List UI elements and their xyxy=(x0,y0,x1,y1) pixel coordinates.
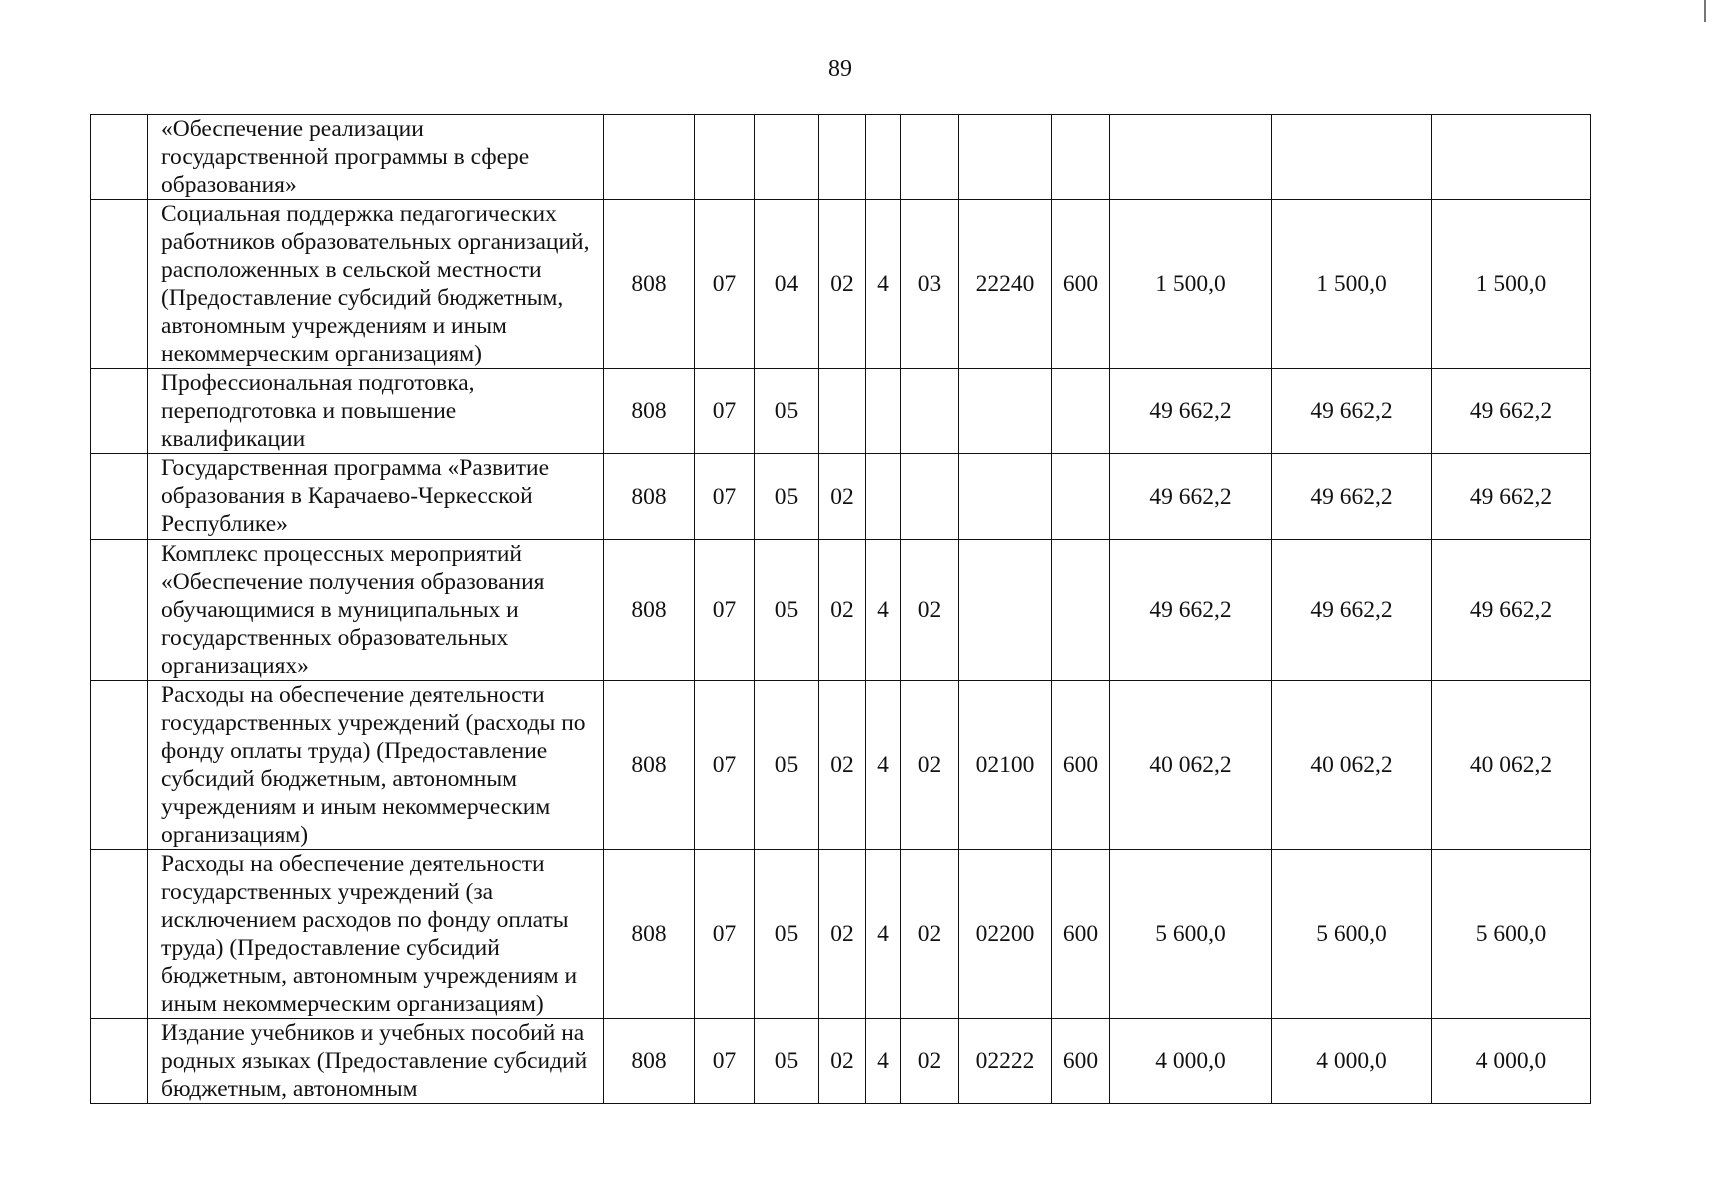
table-row xyxy=(91,115,1591,200)
type-code-cell: 4 xyxy=(866,681,901,850)
amount-year3-cell: 49 662,2 xyxy=(1432,540,1591,681)
expense-type-cell: 600 xyxy=(1052,1019,1110,1104)
amount-year2-cell: 49 662,2 xyxy=(1272,369,1432,454)
admin-code-cell: 808 xyxy=(604,850,695,1019)
section-code-cell: 07 xyxy=(695,540,755,681)
program-code-cell xyxy=(819,115,866,200)
amount-year3-cell: 49 662,2 xyxy=(1432,454,1591,540)
amount-year1-cell: 4 000,0 xyxy=(1110,1019,1272,1104)
amount-year1-cell: 5 600,0 xyxy=(1110,850,1272,1019)
structure-code-cell: 02 xyxy=(901,850,959,1019)
row-number-cell xyxy=(91,115,148,200)
amount-year3-cell: 49 662,2 xyxy=(1432,369,1591,454)
type-code-cell: 4 xyxy=(866,200,901,369)
amount-year3-cell: 4 000,0 xyxy=(1432,1019,1591,1104)
amount-year3-cell: 5 600,0 xyxy=(1432,850,1591,1019)
table-row xyxy=(91,369,1591,454)
amount-year3-cell xyxy=(1432,115,1591,200)
amount-year3-cell: 40 062,2 xyxy=(1432,681,1591,850)
page-number: 89 xyxy=(828,56,852,82)
expense-name-cell: Издание учебников и учебных пособий на родных языках (Предоставление субсидий бюджетным, автономным xyxy=(148,1019,604,1104)
expense-type-cell: 600 xyxy=(1052,681,1110,850)
structure-code-cell: 02 xyxy=(901,681,959,850)
admin-code-cell: 808 xyxy=(604,681,695,850)
type-code-cell: 4 xyxy=(866,850,901,1019)
table-body xyxy=(91,115,1591,1104)
program-code-cell: 02 xyxy=(819,200,866,369)
subsection-code-cell: 05 xyxy=(755,369,819,454)
expense-type-cell xyxy=(1052,369,1110,454)
program-code-cell: 02 xyxy=(819,850,866,1019)
expense-name-cell: Государственная программа «Развитие образования в Карачаево-Черкесской Республике» xyxy=(148,454,604,540)
table-row xyxy=(91,540,1591,681)
subsection-code-cell: 05 xyxy=(755,454,819,540)
expense-type-cell xyxy=(1052,540,1110,681)
row-number-cell xyxy=(91,454,148,540)
admin-code-cell: 808 xyxy=(604,454,695,540)
table-row xyxy=(91,200,1591,369)
amount-year1-cell: 49 662,2 xyxy=(1110,540,1272,681)
admin-code-cell: 808 xyxy=(604,540,695,681)
row-number-cell xyxy=(91,681,148,850)
section-code-cell: 07 xyxy=(695,454,755,540)
type-code-cell xyxy=(866,454,901,540)
budget-table xyxy=(90,114,1591,1104)
amount-year2-cell: 4 000,0 xyxy=(1272,1019,1432,1104)
row-number-cell xyxy=(91,1019,148,1104)
admin-code-cell: 808 xyxy=(604,1019,695,1104)
expense-name-cell: Расходы на обеспечение деятельности государственных учреждений (расходы по фонду оплаты труда) (Предоставление субсидий бюджетным, автономным учреждениям и иным некоммерческим организациям) xyxy=(148,681,604,850)
structure-code-cell xyxy=(901,454,959,540)
table-row xyxy=(91,1019,1591,1104)
row-number-cell xyxy=(91,850,148,1019)
direction-code-cell xyxy=(959,115,1052,200)
program-code-cell: 02 xyxy=(819,1019,866,1104)
section-code-cell: 07 xyxy=(695,681,755,850)
structure-code-cell xyxy=(901,115,959,200)
direction-code-cell: 02200 xyxy=(959,850,1052,1019)
subsection-code-cell: 05 xyxy=(755,540,819,681)
section-code-cell: 07 xyxy=(695,200,755,369)
row-number-cell xyxy=(91,200,148,369)
table-row xyxy=(91,454,1591,540)
amount-year1-cell xyxy=(1110,115,1272,200)
subsection-code-cell: 04 xyxy=(755,200,819,369)
expense-name-cell: «Обеспечение реализации государственной программы в сфере образования» xyxy=(148,115,604,200)
expense-type-cell: 600 xyxy=(1052,850,1110,1019)
type-code-cell: 4 xyxy=(866,1019,901,1104)
amount-year1-cell: 40 062,2 xyxy=(1110,681,1272,850)
program-code-cell: 02 xyxy=(819,540,866,681)
row-number-cell xyxy=(91,540,148,681)
amount-year1-cell: 49 662,2 xyxy=(1110,454,1272,540)
structure-code-cell: 02 xyxy=(901,540,959,681)
admin-code-cell: 808 xyxy=(604,200,695,369)
structure-code-cell: 02 xyxy=(901,1019,959,1104)
scan-edge-mark xyxy=(1704,0,1706,22)
expense-name-cell: Профессиональная подготовка, переподготовка и повышение квалификации xyxy=(148,369,604,454)
direction-code-cell xyxy=(959,454,1052,540)
structure-code-cell: 03 xyxy=(901,200,959,369)
amount-year2-cell xyxy=(1272,115,1432,200)
amount-year3-cell: 1 500,0 xyxy=(1432,200,1591,369)
expense-type-cell xyxy=(1052,115,1110,200)
type-code-cell: 4 xyxy=(866,540,901,681)
amount-year2-cell: 1 500,0 xyxy=(1272,200,1432,369)
direction-code-cell: 02222 xyxy=(959,1019,1052,1104)
program-code-cell: 02 xyxy=(819,681,866,850)
direction-code-cell: 02100 xyxy=(959,681,1052,850)
program-code-cell: 02 xyxy=(819,454,866,540)
type-code-cell xyxy=(866,369,901,454)
section-code-cell xyxy=(695,115,755,200)
structure-code-cell xyxy=(901,369,959,454)
subsection-code-cell: 05 xyxy=(755,1019,819,1104)
subsection-code-cell: 05 xyxy=(755,850,819,1019)
expense-name-cell: Расходы на обеспечение деятельности государственных учреждений (за исключением расходов по фонду оплаты труда) (Предоставление субсидий бюджетным, автономным учреждениям и иным некоммерческим организациям) xyxy=(148,850,604,1019)
amount-year2-cell: 40 062,2 xyxy=(1272,681,1432,850)
expense-type-cell xyxy=(1052,454,1110,540)
type-code-cell xyxy=(866,115,901,200)
direction-code-cell: 22240 xyxy=(959,200,1052,369)
admin-code-cell xyxy=(604,115,695,200)
table-row xyxy=(91,681,1591,850)
section-code-cell: 07 xyxy=(695,1019,755,1104)
amount-year2-cell: 49 662,2 xyxy=(1272,540,1432,681)
amount-year2-cell: 49 662,2 xyxy=(1272,454,1432,540)
section-code-cell: 07 xyxy=(695,850,755,1019)
section-code-cell: 07 xyxy=(695,369,755,454)
amount-year1-cell: 1 500,0 xyxy=(1110,200,1272,369)
program-code-cell xyxy=(819,369,866,454)
expense-type-cell: 600 xyxy=(1052,200,1110,369)
row-number-cell xyxy=(91,369,148,454)
table-row xyxy=(91,850,1591,1019)
expense-name-cell: Социальная поддержка педагогических работников образовательных организаций, расположенных в сельской местности (Предоставление субсидий бюджетным, автономным учреждениям и иным некоммерческим организациям) xyxy=(148,200,604,369)
admin-code-cell: 808 xyxy=(604,369,695,454)
subsection-code-cell: 05 xyxy=(755,681,819,850)
direction-code-cell xyxy=(959,369,1052,454)
subsection-code-cell xyxy=(755,115,819,200)
direction-code-cell xyxy=(959,540,1052,681)
amount-year1-cell: 49 662,2 xyxy=(1110,369,1272,454)
amount-year2-cell: 5 600,0 xyxy=(1272,850,1432,1019)
expense-name-cell: Комплекс процессных мероприятий «Обеспечение получения образования обучающимися в муниципальных и государственных образовательных организациях» xyxy=(148,540,604,681)
